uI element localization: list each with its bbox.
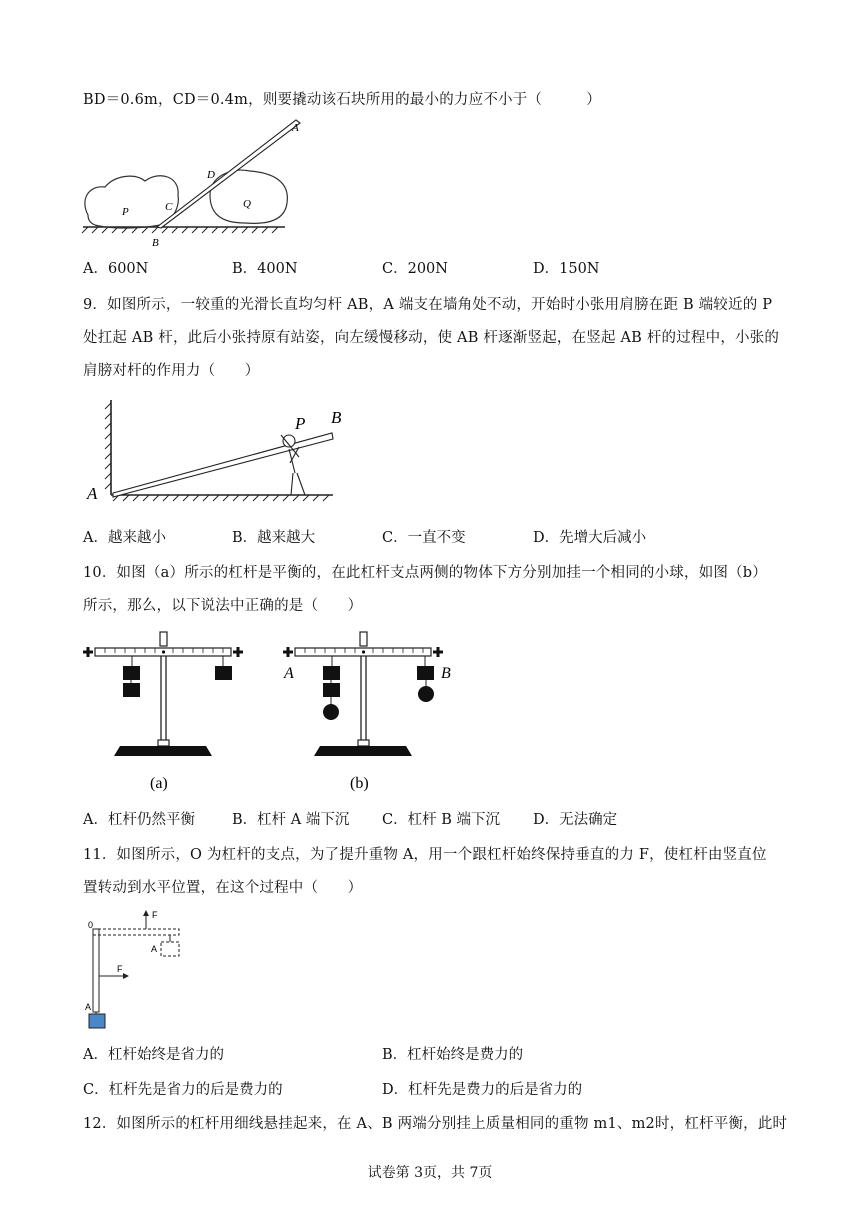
q8-lever (157, 120, 300, 228)
q11-stem-line1: 11．如图所示，O 为杠杆的支点，为了提升重物 A，用一个跟杠杆始终保持垂直的力 F，使杠杆由竖直位 (83, 847, 767, 863)
svg-text:A: A (284, 665, 294, 682)
svg-text:B: B (441, 665, 451, 682)
q10-option-c[interactable]: C．杠杆 B 端下沉 (382, 812, 500, 828)
q9-stem-line3: 肩膀对杆的作用力（ ） (83, 363, 260, 379)
q9-stem-line2: 处扛起 AB 杆，此后小张持原有站姿，向左缓慢移动，使 AB 杆逐渐竖起，在竖起 AB 杆的过程中，小张的 (83, 330, 780, 346)
svg-text:A: A (87, 484, 98, 503)
q8-option-b[interactable]: B．400N (232, 261, 298, 277)
q8-option-c[interactable]: C．200N (382, 261, 448, 277)
q11-option-c[interactable]: C．杠杆先是省力的后是费力的 (83, 1082, 283, 1098)
svg-text:B: B (152, 237, 159, 249)
svg-text:A: A (151, 944, 158, 954)
svg-text:C: C (165, 201, 173, 213)
q9-option-d[interactable]: D．先增大后减小 (533, 530, 647, 546)
svg-text:(b): (b) (350, 775, 369, 792)
svg-text:A: A (292, 122, 299, 134)
lever-b (283, 632, 451, 792)
q9-option-c[interactable]: C．一直不变 (382, 530, 466, 546)
q12-stem-line1: 12．如图所示的杠杆用细线悬挂起来，在 A、B 两端分别挂上质量相同的重物 m1、m2时，杠杆平衡，此时 (83, 1116, 788, 1132)
q11-option-d[interactable]: D．杠杆先是费力的后是省力的 (382, 1082, 583, 1098)
q11-block (89, 1014, 105, 1028)
page-footer: 试卷第 3页，共 7页 (367, 1165, 493, 1181)
svg-text:A: A (85, 1002, 92, 1012)
q9-option-b[interactable]: B．越来越大 (232, 530, 316, 546)
q10-figure (80, 628, 470, 798)
svg-text:D: D (207, 169, 215, 181)
svg-text:P: P (295, 414, 306, 433)
q8-figure (80, 115, 310, 250)
q10-stem-line2: 所示，那么，以下说法中正确的是（ ） (83, 598, 363, 614)
q11-option-b[interactable]: B．杠杆始终是费力的 (382, 1047, 524, 1063)
q8-option-a[interactable]: A．600N (83, 261, 149, 277)
q9-rod (113, 433, 333, 497)
svg-text:B: B (331, 408, 342, 427)
svg-text:P: P (122, 206, 129, 218)
q11-option-a[interactable]: A．杠杆始终是省力的 (83, 1047, 224, 1063)
q10-option-d[interactable]: D．无法确定 (533, 812, 618, 828)
q8-option-d[interactable]: D．150N (533, 261, 600, 277)
q10-option-a[interactable]: A．杠杆仍然平衡 (83, 812, 195, 828)
svg-text:0: 0 (88, 920, 94, 930)
q9-option-a[interactable]: A．越来越小 (83, 530, 166, 546)
q8-stem-tail: BD＝0.6m，CD＝0.4m，则要撬动该石块所用的最小的力应不小于（ ） (83, 92, 601, 108)
svg-text:F: F (117, 964, 123, 974)
q11-figure (83, 906, 198, 1031)
q9-figure (85, 395, 350, 510)
svg-text:Q: Q (243, 198, 251, 210)
q10-stem-line1: 10．如图（a）所示的杠杆是平衡的，在此杠杆支点两侧的物体下方分别加挂一个相同的小球，如图（b） (83, 565, 767, 581)
q11-stem-line2: 置转动到水平位置，在这个过程中（ ） (83, 880, 363, 896)
lever-a (83, 632, 243, 792)
q10-option-b[interactable]: B．杠杆 A 端下沉 (232, 812, 350, 828)
svg-text:F: F (152, 910, 158, 920)
q9-stem-line1: 9．如图所示，一较重的光滑长直均匀杆 AB，A 端支在墙角处不动，开始时小张用肩膀在距 B 端较近的 P (83, 297, 773, 313)
svg-text:(a): (a) (150, 775, 168, 792)
